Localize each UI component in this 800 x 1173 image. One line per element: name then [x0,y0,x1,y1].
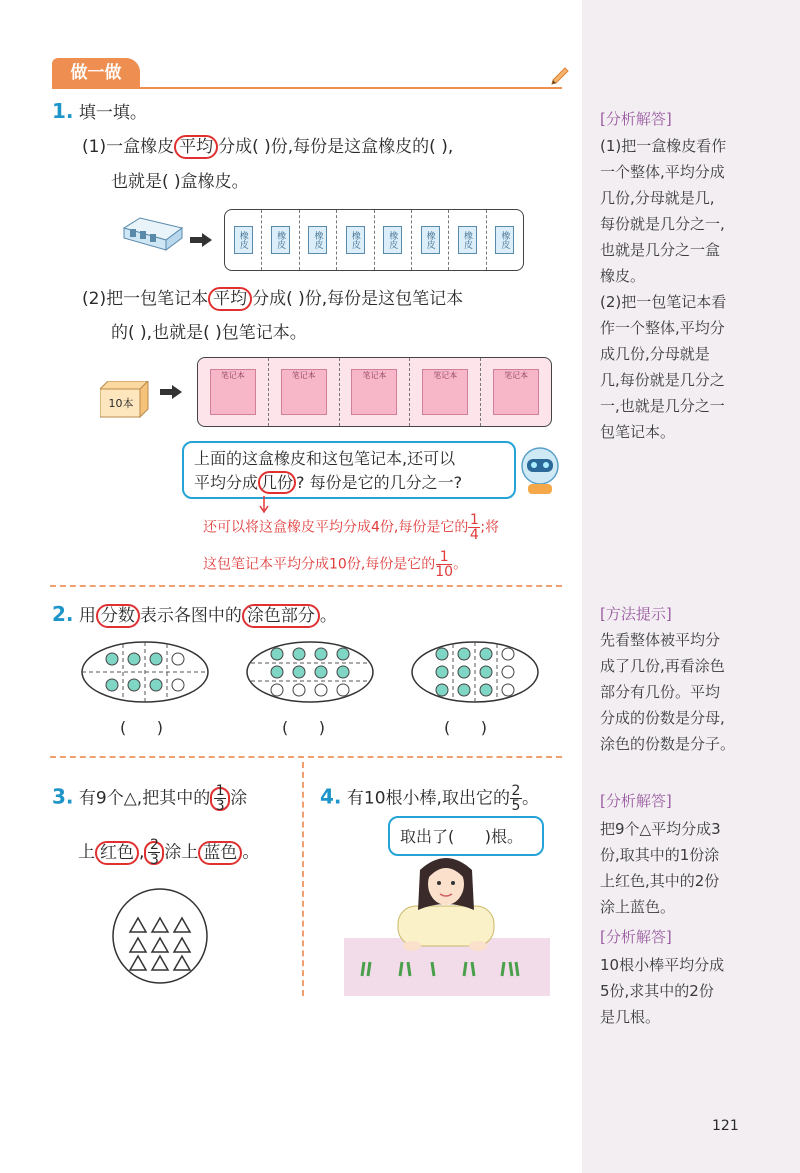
q2-answer-blank-3[interactable]: ( ) [444,718,487,737]
sidebar-heading-1: [分析解答] [600,110,672,128]
answer-line-2: 这包笔记本平均分成10份,每份是它的 $\frac{1}{10}$ 。 [203,549,468,580]
q1-part1-line1: (1)一盒橡皮 平均 分成( )份,每份是这盒橡皮的( ), [82,137,454,157]
sidebar-panel [582,0,800,1173]
eraser-division-box: 橡皮 橡皮 橡皮 橡皮 橡皮 橡皮 橡皮 橡皮 [224,209,524,271]
sidebar-text-2: 先看整体被平均分 成了几份,再看涂色 部分有几份。平均 分成的份数是分母, 涂色的份数是分子。 [600,631,736,753]
banner-underline [52,87,562,89]
q2-answer-blank-1[interactable]: ( ) [120,718,163,737]
girl-with-sticks-image [340,850,554,998]
q2-answer-blank-2[interactable]: ( ) [282,718,325,737]
arrow-right-icon [160,385,182,399]
sidebar-heading-2: [方法提示] [600,605,672,623]
oval-figure-3 [410,640,540,704]
section-banner: 做一做 [52,58,140,88]
section-divider [50,585,562,587]
question-2-title: 2. 用 分数 表示各图中的 涂色部分 。 [52,602,337,626]
oval-figure-2 [245,640,375,704]
q4-answer-blank[interactable]: 取出了( )根。 [400,827,524,846]
question-3-line2: 上 红色 , $\frac{2}{3}$ 涂上 蓝色 。 [78,837,260,868]
question-3-line1: 3. 有9个△,把其中的 $\frac{1}{3}$ 涂 [52,783,248,814]
notebook-division-box: 笔记本 笔记本 笔记本 笔记本 笔记本 [197,357,552,427]
page-number: 121 [712,1118,739,1134]
oval-figure-1 [80,640,210,704]
question-1-number: 1. [52,99,74,123]
q1-part2-line2: 的( ),也就是( )包笔记本。 [111,323,307,343]
robot-avatar [514,444,566,496]
question-4-title: 4. 有10根小棒,取出它的 $\frac{2}{5}$ 。 [320,783,539,814]
column-divider [302,762,304,996]
arrow-right-icon [190,233,212,247]
pencil-icon [548,64,572,88]
notebook-package-image: 10本 [100,381,146,415]
section-divider [50,756,562,758]
sidebar-text-1: (1)把一盒橡皮看作 一个整体,平均分成 几份,分母就是几, 每份就是几分之一, 也就是几分之一盒 橡皮。 (2)把一包笔记本看 作一个整体,平均分 成几份,分母就是 几,每份就是几分之 一,也就是几分之一 包笔记本。 [600,137,727,441]
sidebar-text-4: 10根小棒平均分成 5份,求其中的2份 是几根。 [600,956,725,1026]
answer-line-1: 还可以将这盒橡皮平均分成4份,每份是它的 $\frac{1}{4}$ ;将 [203,512,500,543]
sidebar-heading-3: [分析解答] [600,792,672,810]
sidebar-text-3: 把9个△平均分成3 份,取其中的1份涂 上红色,其中的2份 涂上蓝色。 [600,820,721,916]
robot-question-bubble: 上面的这盒橡皮和这包笔记本,还可以 平均分成 几份 ? 每份是它的几分之一? [182,441,516,499]
q1-part2-line1: (2)把一包笔记本 平均 分成( )份,每份是这包笔记本 [82,289,464,309]
question-1-title: 1. 填一填。 [52,99,147,123]
eraser-box-image [120,214,186,254]
q1-part1-line2: 也就是( )盒橡皮。 [111,172,249,192]
triangles-circle-figure [110,886,210,986]
sidebar-heading-4: [分析解答] [600,928,672,946]
